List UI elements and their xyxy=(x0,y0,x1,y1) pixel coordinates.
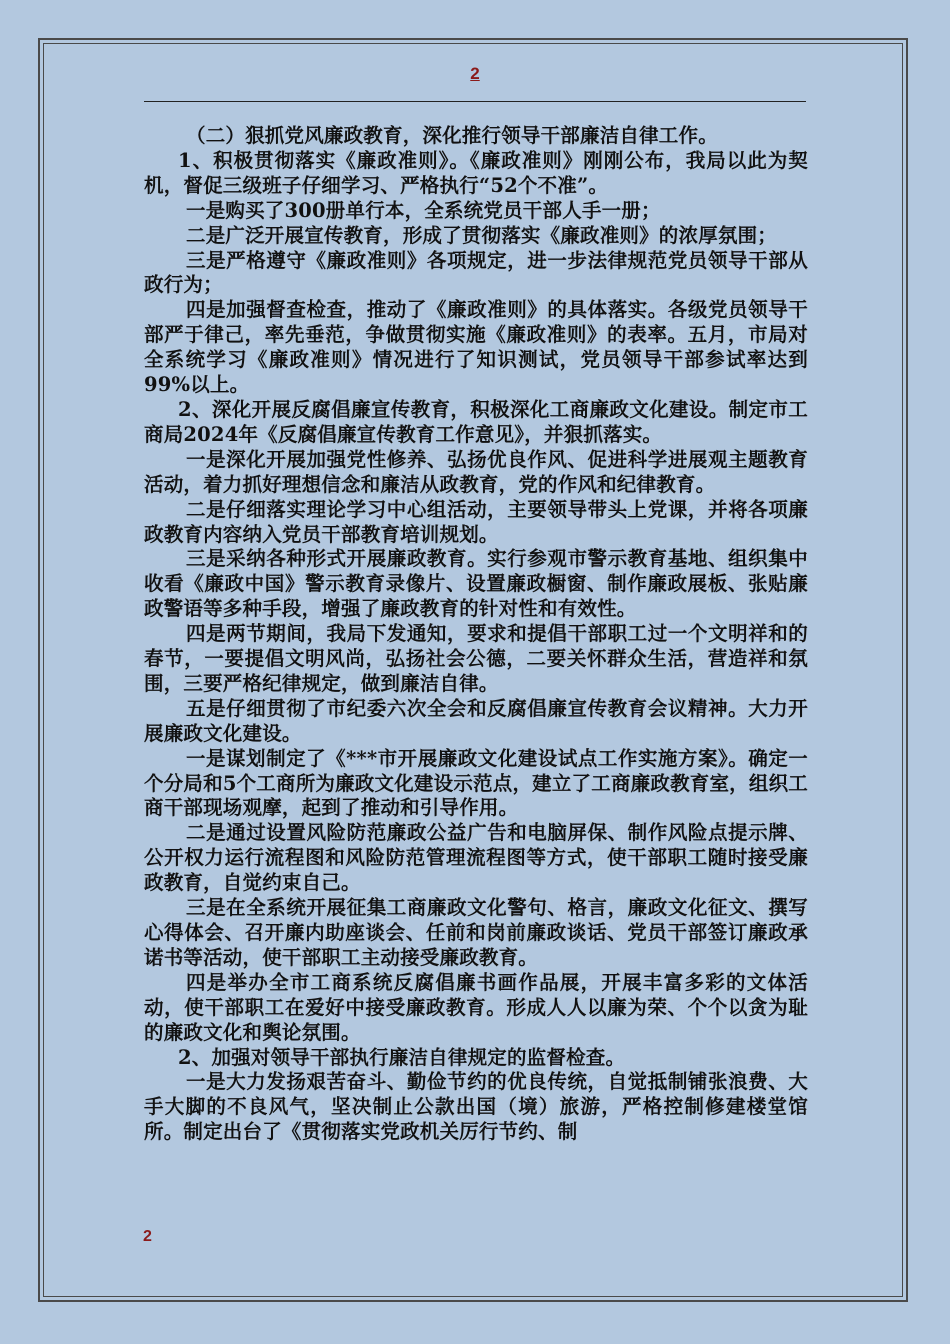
body-paragraph: 二是通过设置风险防范廉政公益广告和电脑屏保、制作风险点提示牌、公开权力运行流程图和风险防范管理流程图等方式，使干部职工随时接受廉政教育，自觉约束自己。 xyxy=(144,821,808,895)
document-body xyxy=(144,124,808,1145)
body-paragraph: 2、加强对领导干部执行廉洁自律规定的监督检查。 xyxy=(178,1045,626,1069)
body-paragraph: 四是举办全市工商系统反腐倡廉书画作品展，开展丰富多彩的文体活动，使干部职工在爱好中接受廉政教育。形成人人以廉为荣、个个以贪为耻的廉政文化和舆论氛围。 xyxy=(144,970,808,1044)
header-rule xyxy=(144,101,806,102)
body-paragraph: （二）狠抓党风廉政教育，深化推行领导干部廉洁自律工作。 xyxy=(186,124,718,147)
body-paragraph: 一是购买了300册单行本，全系统党员干部人手一册； xyxy=(186,198,661,222)
body-paragraph: 一是大力发扬艰苦奋斗、勤俭节约的优良传统，自觉抵制铺张浪费、大手大脚的不良风气，坚决制止公款出国（境）旅游，严格控制修建楼堂馆所。制定出台了《贯彻落实党政机关厉行节约、制 xyxy=(144,1070,808,1144)
body-paragraph: 五是仔细贯彻了市纪委六次全会和反腐倡廉宣传教育会议精神。大力开展廉政文化建设。 xyxy=(144,696,808,745)
body-paragraph: 二是仔细落实理论学习中心组活动，主要领导带头上党课，并将各项廉政教育内容纳入党员干部教育培训规划。 xyxy=(144,497,808,546)
body-paragraph: 1、积极贯彻落实《廉政准则》。《廉政准则》刚刚公布，我局以此为契机，督促三级班子仔细学习、严格执行“52个不准”。 xyxy=(144,148,808,197)
body-paragraph: 三是采纳各种形式开展廉政教育。实行参观市警示教育基地、组织集中收看《廉政中国》警示教育录像片、设置廉政橱窗、制作廉政展板、张贴廉政警语等多种手段，增强了廉政教育的针对性和有效性。 xyxy=(144,547,808,621)
body-paragraph: 三是在全系统开展征集工商廉政文化警句、格言，廉政文化征文、撰写心得体会、召开廉内助座谈会、任前和岗前廉政谈话、党员干部签订廉政承诺书等活动，使干部职工主动接受廉政教育。 xyxy=(144,896,808,969)
body-paragraph: 四是两节期间，我局下发通知，要求和提倡干部职工过一个文明祥和的春节，一要提倡文明风尚，弘扬社会公德，二要关怀群众生活，营造祥和氛围，三要严格纪律规定，做到廉洁自律。 xyxy=(144,622,808,695)
body-paragraph: 2、深化开展反腐倡廉宣传教育，积极深化工商廉政文化建设。制定市工商局2024年《反腐倡廉宣传教育工作意见》，并狠抓落实。 xyxy=(144,397,808,446)
body-paragraph: 二是广泛开展宣传教育，形成了贯彻落实《廉政准则》的浓厚氛围； xyxy=(186,223,778,247)
body-paragraph: 四是加强督查检查，推动了《廉政准则》的具体落实。各级党员领导干部严于律己，率先垂范，争做贯彻实施《廉政准则》的表率。五月，市局对全系统学习《廉政准则》情况进行了知识测试，党员领导干部参试率达到99%以上。 xyxy=(144,298,808,397)
body-paragraph: 一是深化开展加强党性修养、弘扬优良作风、促进科学进展观主题教育活动，着力抓好理想信念和廉洁从政教育，党的作风和纪律教育。 xyxy=(144,447,808,496)
footer-page-number: 2 xyxy=(143,1228,152,1245)
header-page-number: 2 xyxy=(470,64,480,83)
body-paragraph: 三是严格遵守《廉政准则》各项规定，进一步法律规范党员领导干部从政行为； xyxy=(144,248,808,297)
body-paragraph: 一是谋划制定了《***市开展廉政文化建设试点工作实施方案》。确定一个分局和5个工商所为廉政文化建设示范点，建立了工商廉政教育室，组织工商干部现场观摩，起到了推动和引导作用。 xyxy=(144,746,808,820)
